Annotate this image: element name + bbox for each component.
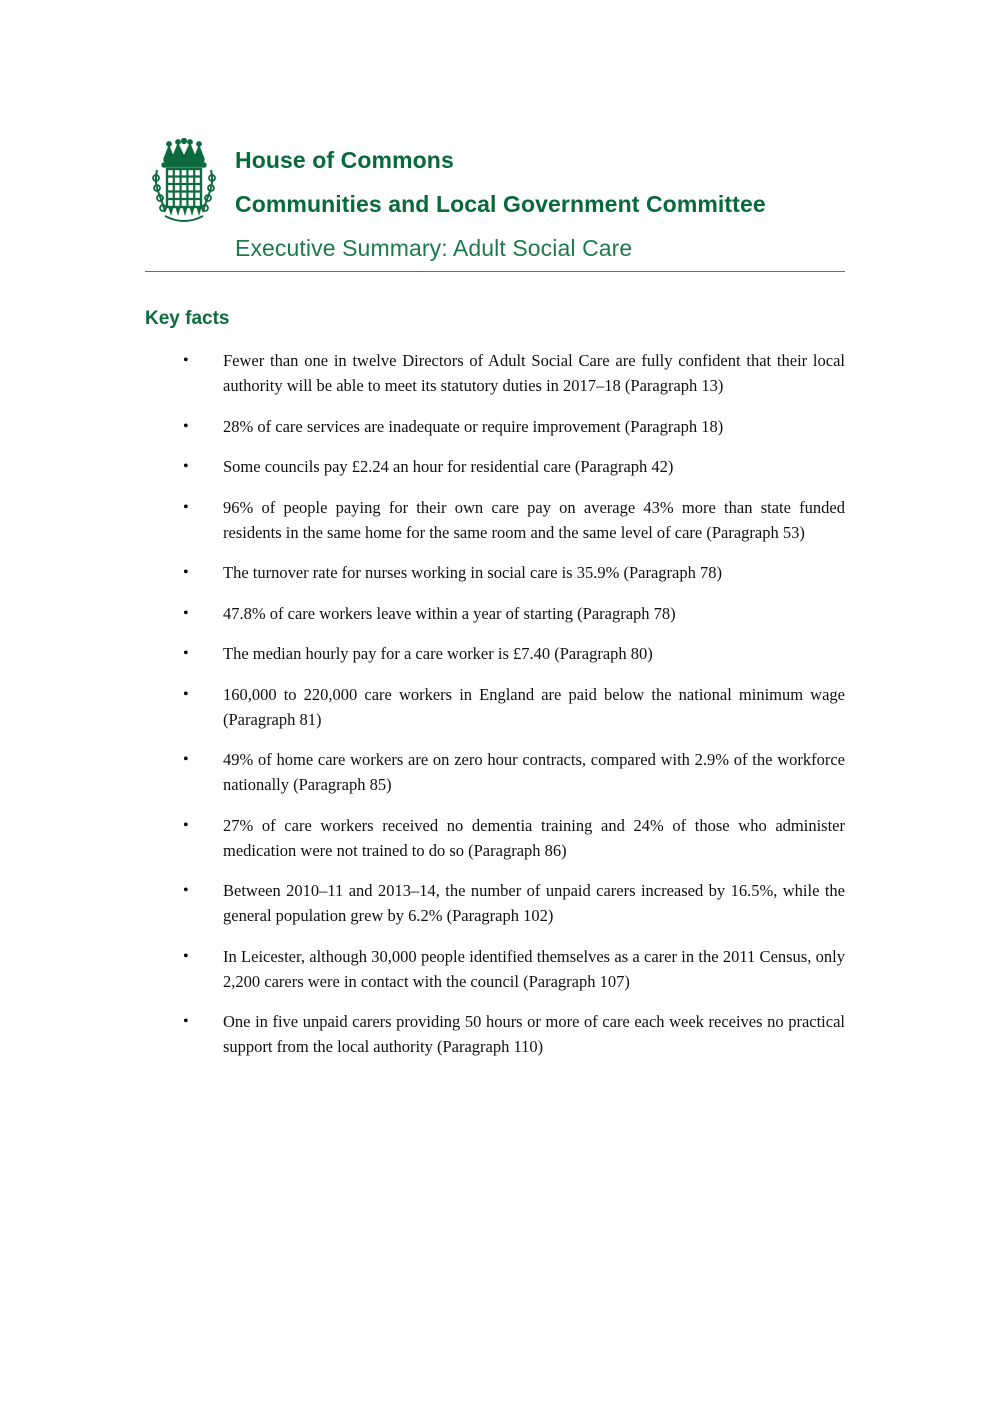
list-item	[180, 601, 845, 626]
list-item	[180, 944, 845, 994]
masthead-text	[235, 132, 766, 270]
organisation-name: House of Commons	[235, 147, 454, 173]
bullet-icon: •	[183, 685, 189, 703]
fact-text: 28% of care services are inadequate or require improvement (Paragraph 18)	[223, 416, 724, 436]
fact-text: One in five unpaid carers providing 50 hours or more of care each week receives no practical support from the local authority (Paragraph 110)	[223, 1012, 845, 1056]
fact-text: The median hourly pay for a care worker is £7.40 (Paragraph 80)	[223, 644, 653, 663]
list-item	[180, 1009, 845, 1059]
fact-text: 160,000 to 220,000 care workers in England are paid below the national minimum wage (Paragraph 81)	[223, 684, 845, 729]
bullet-icon: •	[183, 458, 189, 475]
bullet-icon: •	[183, 564, 189, 581]
fact-text: Between 2010–11 and 2013–14, the number of unpaid carers increased by 16.5%, while the general population grew by 6.2% (Paragraph 102)	[223, 881, 845, 925]
bullet-icon: •	[183, 751, 189, 768]
bullet-icon: •	[183, 882, 189, 899]
fact-text: Some councils pay £2.24 an hour for residential care (Paragraph 42)	[223, 457, 674, 476]
list-item	[180, 682, 845, 732]
list-item	[180, 454, 845, 479]
header-divider	[145, 271, 845, 272]
fact-text: 96% of people paying for their own care pay on average 43% more than state funded residents in the same home for the same room and the same level of care (Paragraph 53)	[223, 497, 845, 542]
bullet-icon: •	[183, 417, 189, 435]
fact-text: 47.8% of care workers leave within a year of starting (Paragraph 78)	[223, 603, 676, 623]
fact-text: 49% of home care workers are on zero hour contracts, compared with 2.9% of the workforce nationally (Paragraph 85)	[223, 750, 845, 794]
list-item	[180, 495, 845, 545]
committee-name: Communities and Local Government Committee	[235, 191, 766, 217]
key-facts-list	[180, 348, 845, 1075]
section-heading-key-facts: Key facts	[145, 308, 230, 329]
fact-text: The turnover rate for nurses working in social care is 35.9% (Paragraph 78)	[223, 563, 722, 582]
list-item	[180, 414, 845, 439]
list-item	[180, 878, 845, 928]
list-item	[180, 348, 845, 398]
list-item	[180, 641, 845, 666]
bullet-icon: •	[183, 947, 189, 965]
bullet-icon: •	[183, 498, 189, 516]
list-item	[180, 813, 845, 863]
fact-text: Fewer than one in twelve Directors of Adult Social Care are fully confident that their local authority will be able to meet its statutory duties in 2017–18 (Paragraph 13)	[223, 351, 845, 395]
portcullis-crest-icon	[145, 136, 223, 236]
page-title: Executive Summary: Adult Social Care	[235, 235, 633, 261]
bullet-icon: •	[183, 1013, 189, 1030]
bullet-icon: •	[183, 604, 189, 622]
fact-text: 27% of care workers received no dementia training and 24% of those who administer medication were not trained to do so (Paragraph 86)	[223, 815, 845, 860]
fact-text: In Leicester, although 30,000 people identified themselves as a carer in the 2011 Census, only 2,200 carers were in contact with the council (Paragraph 107)	[223, 946, 845, 991]
list-item	[180, 747, 845, 797]
list-item	[180, 560, 845, 585]
masthead	[145, 132, 845, 270]
bullet-icon: •	[183, 816, 189, 834]
bullet-icon: •	[183, 645, 189, 662]
bullet-icon: •	[183, 352, 189, 369]
